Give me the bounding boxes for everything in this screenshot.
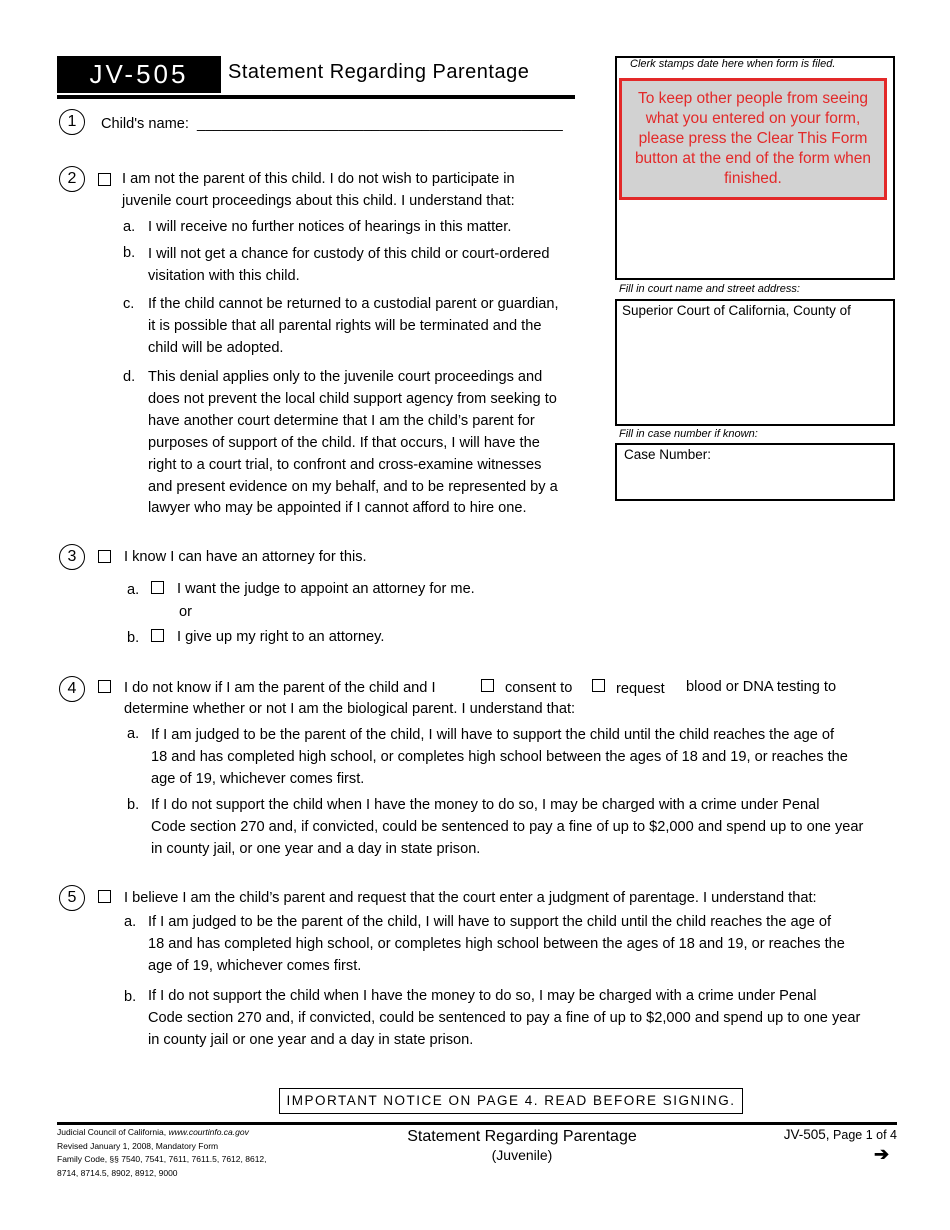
item-3b-checkbox[interactable] — [151, 629, 164, 642]
item-2b-line-2: visitation with this child. — [148, 268, 300, 284]
item-4a-line-2: 18 and has completed high school, or completes high school between the ages of 18 and 19, or reaches the — [151, 749, 848, 765]
item-5b-line-3: in county jail or one year and a day in state prison. — [148, 1032, 474, 1048]
item-5-number: 5 — [59, 885, 85, 911]
item-5a-line-2: 18 and has completed high school, or completes high school between the ages of 18 and 19, or reaches the — [148, 936, 845, 952]
item-2d-line-1: This denial applies only to the juvenile court proceedings and — [148, 369, 543, 385]
item-2d-line-7: lawyer who may be appointed if I cannot afford to hire one. — [148, 500, 527, 516]
item-3-text: I know I can have an attorney for this. — [124, 549, 367, 565]
footer-code-2: 8714, 8714.5, 8902, 8912, 9000 — [57, 1167, 178, 1178]
item-5a-line-1: If I am judged to be the parent of the child, I will have to support the child until the child reaches the age of — [148, 914, 832, 930]
item-2c-marker: c. — [123, 296, 135, 312]
item-5a-line-3: age of 19, whichever comes first. — [148, 958, 362, 974]
item-3b-text: I give up my right to an attorney. — [177, 629, 385, 645]
item-5b-marker: b. — [124, 989, 137, 1005]
item-2b-marker: b. — [123, 245, 136, 261]
item-3a-checkbox[interactable] — [151, 581, 164, 594]
privacy-warning: To keep other people from seeing what you entered on your form, please press the Clear This Form button at the end of the form when finished. — [619, 78, 887, 200]
clerk-stamp-label: Clerk stamps date here when form is filed. — [630, 58, 836, 70]
title-rule — [57, 95, 575, 99]
item-4b-line-1: If I do not support the child when I have the money to do so, I may be charged with a crime under Penal — [151, 797, 820, 813]
item-5-checkbox[interactable] — [98, 890, 111, 903]
item-3a-text: I want the judge to appoint an attorney for me. — [177, 581, 475, 597]
item-5b-line-2: Code section 270 and, if convicted, could be sentenced to pay a fine of up to $2,000 and spend up to one year — [148, 1010, 861, 1026]
item-2c-line-2: it is possible that all parental rights will be terminated and the — [148, 318, 542, 334]
childs-name-label: Child's name: — [101, 116, 189, 132]
item-3-number: 3 — [59, 544, 85, 570]
case-number-value: Case Number: — [624, 447, 712, 462]
item-2d-line-2: does not prevent the local child support agency from seeking to — [148, 391, 557, 407]
footer-page: Page 1 of 4 — [833, 1128, 897, 1142]
item-3-checkbox[interactable] — [98, 550, 111, 563]
item-1-number: 1 — [59, 109, 85, 135]
page-number — [770, 1127, 897, 1142]
item-2d-line-6: and present evidence on my behalf, and to be represented by a — [148, 479, 558, 495]
item-5-line-1: I believe I am the child’s parent and request that the court enter a judgment of parentage. I understand that: — [124, 890, 817, 906]
item-2a-text: I will receive no further notices of hearings in this matter. — [148, 219, 512, 235]
footer-left — [57, 1126, 267, 1180]
item-4-line-1: I do not know if I am the parent of the child and I — [124, 680, 436, 696]
item-3a-marker: a. — [127, 582, 140, 598]
footer-title: Statement Regarding Parentage — [407, 1128, 637, 1145]
item-4-request-label: request — [616, 681, 665, 697]
next-page-arrow-icon[interactable]: ➔ — [874, 1144, 890, 1164]
footer-council: Judicial Council of California, — [57, 1127, 167, 1137]
item-2c-line-1: If the child cannot be returned to a custodial parent or guardian, — [148, 296, 559, 312]
item-4-consent-label: consent to — [505, 680, 573, 696]
item-3b-marker: b. — [127, 630, 140, 646]
item-4a-marker: a. — [127, 726, 140, 742]
footer-website[interactable]: www.courtinfo.ca.gov — [168, 1127, 249, 1137]
item-4a-line-1: If I am judged to be the parent of the child, I will have to support the child until the child reaches the age of — [151, 727, 835, 743]
court-name-value: Superior Court of California, County of — [622, 303, 851, 318]
item-4b-marker: b. — [127, 797, 140, 813]
item-4-request-checkbox[interactable] — [592, 679, 605, 692]
court-name-field[interactable] — [615, 299, 895, 426]
item-4-checkbox[interactable] — [98, 680, 111, 693]
item-2d-line-5: right to a court trial, to confront and cross-examine witnesses — [148, 457, 542, 473]
footer-revised: Revised January 1, 2008, Mandatory Form — [57, 1140, 219, 1151]
footer-subtitle: (Juvenile) — [491, 1147, 553, 1163]
footer-code-1: Family Code, §§ 7540, 7541, 7611, 7611.5, 7612, 8612, — [57, 1154, 267, 1165]
item-2b-line-1: I will not get a chance for custody of this child or court-ordered — [148, 246, 550, 262]
item-3-or: or — [179, 604, 192, 620]
item-5a-marker: a. — [124, 914, 137, 930]
footer-rule — [57, 1122, 897, 1125]
item-2-line-1: I am not the parent of this child. I do not wish to participate in — [122, 171, 515, 187]
case-number-field[interactable] — [615, 443, 895, 501]
footer-form-ref: JV-505, — [783, 1127, 830, 1142]
court-name-label: Fill in court name and street address: — [619, 283, 800, 295]
item-4-line-2: determine whether or not I am the biological parent. I understand that: — [124, 701, 576, 717]
item-4b-line-3: in county jail, or one year and a day in state prison. — [151, 841, 481, 857]
item-2c-line-3: child will be adopted. — [148, 340, 284, 356]
item-4b-line-2: Code section 270 and, if convicted, could be sentenced to pay a fine of up to $2,000 and spend up to one year — [151, 819, 864, 835]
form-id: JV-505 — [57, 56, 221, 93]
childs-name-field[interactable]: ____________________________________________ — [197, 116, 563, 132]
form-title: Statement Regarding Parentage — [228, 61, 530, 83]
item-2-checkbox[interactable] — [98, 173, 111, 186]
item-2d-marker: d. — [123, 369, 136, 385]
item-2d-line-4: purposes of support of the child. If that occurs, I will have the — [148, 435, 540, 451]
item-2d-line-3: have another court determine that I am the child’s parent for — [148, 413, 535, 429]
item-4-consent-checkbox[interactable] — [481, 679, 494, 692]
item-2a-marker: a. — [123, 219, 136, 235]
footer-title-block — [380, 1127, 664, 1165]
item-5b-line-1: If I do not support the child when I have the money to do so, I may be charged with a crime under Penal — [148, 988, 817, 1004]
item-4-line-1-end: blood or DNA testing to — [686, 679, 837, 695]
item-2-line-2: juvenile court proceedings about this child. I understand that: — [122, 193, 515, 209]
item-2-number: 2 — [59, 166, 85, 192]
case-number-label: Fill in case number if known: — [619, 428, 758, 440]
important-notice: IMPORTANT NOTICE ON PAGE 4. READ BEFORE SIGNING. — [279, 1088, 743, 1114]
item-4a-line-3: age of 19, whichever comes first. — [151, 771, 365, 787]
item-4-number: 4 — [59, 676, 85, 702]
